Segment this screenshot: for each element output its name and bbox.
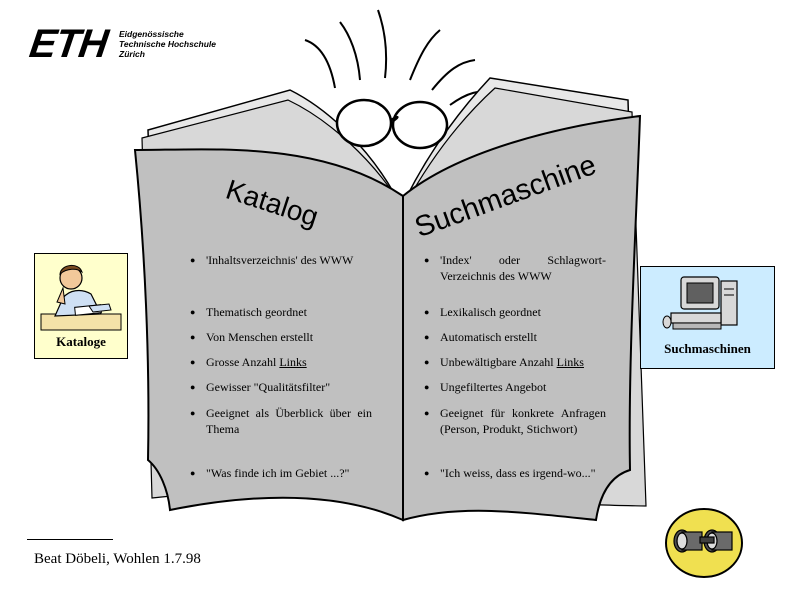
list-item bbox=[190, 304, 372, 320]
search-links-link[interactable]: Links bbox=[556, 355, 584, 369]
catalog-item-1: 'Inhaltsverzeichnis' des WWW bbox=[206, 253, 354, 267]
search-engine-heading: Suchmaschine bbox=[410, 148, 601, 245]
bullet-icon: ● bbox=[190, 468, 196, 478]
list-item bbox=[190, 465, 372, 481]
reading-glasses-icon bbox=[337, 100, 447, 148]
bullet-icon: ● bbox=[424, 382, 430, 392]
catalog-item-7: "Was finde ich im Gebiet ...?" bbox=[206, 466, 350, 480]
search-item-4-text: Unbewältigbare Anzahl bbox=[440, 355, 557, 369]
reader-hair-icon bbox=[305, 10, 492, 105]
bullet-icon: ● bbox=[424, 307, 430, 317]
suchmaschinen-label: Suchmaschinen bbox=[664, 341, 751, 356]
bullet-icon: ● bbox=[424, 408, 430, 418]
bullet-icon: ● bbox=[190, 382, 196, 392]
bullet-icon: ● bbox=[190, 408, 196, 418]
list-item bbox=[424, 252, 606, 284]
eth-logo-line-2: Technische Hochschule bbox=[119, 39, 216, 49]
bullet-icon: ● bbox=[190, 357, 196, 367]
list-item bbox=[424, 379, 606, 395]
kataloge-label: Kataloge bbox=[56, 334, 106, 349]
computer-icon bbox=[641, 267, 774, 339]
bullet-icon: ● bbox=[190, 307, 196, 317]
search-item-2: Lexikalisch geordnet bbox=[440, 305, 541, 319]
catalog-item-4 bbox=[206, 354, 372, 370]
search-item-6: Geeignet für konkrete Anfragen (Person, Produkt, Stichwort) bbox=[440, 406, 606, 436]
catalog-links-link[interactable]: Links bbox=[279, 355, 307, 369]
thinking-person-icon bbox=[35, 254, 127, 334]
catalog-item-6: Geeignet als Überblick über ein Thema bbox=[206, 406, 372, 436]
eth-logo-line-1: Eidgenössische bbox=[119, 29, 184, 39]
list-item bbox=[190, 354, 372, 370]
bullet-icon: ● bbox=[424, 255, 430, 265]
list-item bbox=[190, 405, 372, 437]
bullet-icon: ● bbox=[424, 468, 430, 478]
search-item-4 bbox=[440, 354, 606, 370]
list-item bbox=[424, 405, 606, 437]
search-item-5: Ungefiltertes Angebot bbox=[440, 380, 547, 394]
bullet-icon: ● bbox=[190, 332, 196, 342]
list-item bbox=[190, 329, 372, 345]
kataloge-button[interactable] bbox=[34, 253, 128, 359]
list-item bbox=[424, 304, 606, 320]
catalog-item-3: Von Menschen erstellt bbox=[206, 330, 314, 344]
binoculars-icon bbox=[662, 505, 746, 581]
bullet-icon: ● bbox=[424, 357, 430, 367]
suchmaschinen-button[interactable] bbox=[640, 266, 775, 369]
list-item bbox=[190, 379, 372, 395]
search-item-1: 'Index' oder Schlagwort-Verzeichnis des WWW bbox=[440, 253, 606, 283]
eth-logo-line-3: Zürich bbox=[119, 49, 145, 59]
search-item-3: Automatisch erstellt bbox=[440, 330, 537, 344]
list-item bbox=[424, 465, 606, 481]
list-item bbox=[190, 252, 372, 268]
catalog-item-2: Thematisch geordnet bbox=[206, 305, 307, 319]
search-item-7: "Ich weiss, dass es irgend-wo..." bbox=[440, 466, 596, 480]
eth-logo-mark: ETH bbox=[26, 22, 111, 66]
catalog-item-5: Gewisser "Qualitätsfilter" bbox=[206, 380, 331, 394]
list-item bbox=[424, 354, 606, 370]
footer-author: Beat Döbeli, Wohlen 1.7.98 bbox=[34, 551, 201, 567]
bullet-icon: ● bbox=[190, 255, 196, 265]
catalog-heading: Katalog bbox=[222, 173, 323, 233]
catalog-item-4-text: Grosse Anzahl bbox=[206, 355, 280, 369]
bullet-icon: ● bbox=[424, 332, 430, 342]
footer-divider bbox=[27, 539, 113, 540]
list-item bbox=[424, 329, 606, 345]
